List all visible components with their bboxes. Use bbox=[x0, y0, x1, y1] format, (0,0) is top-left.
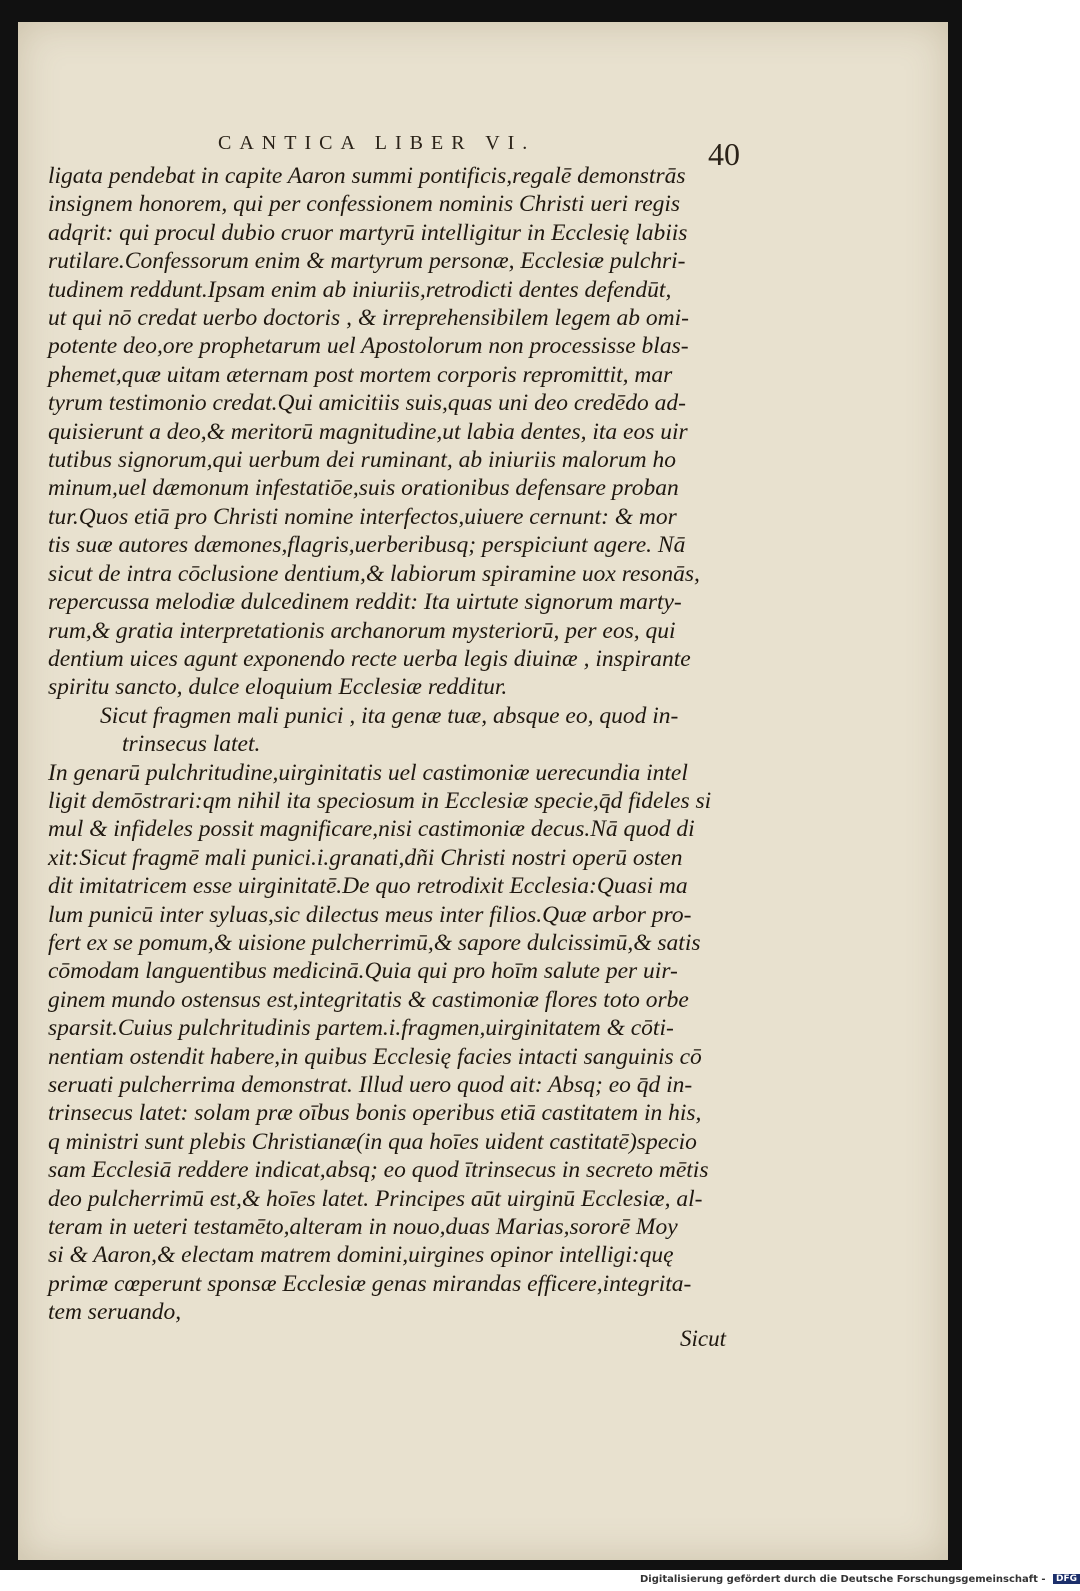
catchword: Sicut bbox=[680, 1326, 726, 1351]
text-line: tis suæ autores dæmones,flagris,uerberibusq; perspiciunt agere. Nā bbox=[48, 532, 686, 559]
text-line: xit:Sicut fragmē mali punici.i.granati,dñi Christi nostri operū osten bbox=[48, 844, 683, 871]
text-line: insignem honorem, qui per confessionem nominis Christi ueri regis bbox=[48, 191, 681, 218]
text-line: rutilare.Confessorum enim & martyrum personæ, Ecclesiæ pulchri- bbox=[48, 248, 686, 275]
text-line: seruati pulcherrima demonstrat. Illud uero quod ait: Absq; eo q̄d in- bbox=[48, 1072, 693, 1098]
text-line: cōmodam languentibus medicinā.Quia qui pro hoīm salute per uir- bbox=[48, 958, 678, 985]
text-line: dentium uices agunt exponendo recte uerba legis diuinæ , inspirante bbox=[48, 645, 691, 672]
text-line: rum,& gratia interpretationis archanorum mysteriorū, per eos, qui bbox=[48, 617, 676, 644]
text-line: phemet,quæ uitam æternam post mortem corporis repromittit, mar bbox=[48, 361, 673, 388]
funding-credit-text: Digitalisierung gefördert durch die Deutsche Forschungsgemeinschaft - bbox=[640, 1574, 1046, 1585]
text-line: dit imitatricem esse uirginitatē.De quo retrodixit Ecclesia:Quasi ma bbox=[48, 873, 688, 900]
text-line: deo pulcherrimū est,& hoīes latet. Principes aūt uirginū Ecclesiæ, al- bbox=[48, 1185, 703, 1212]
text-line: sparsit.Cuius pulchritudinis partem.i.fragmen,uirginitatem & cōti- bbox=[48, 1015, 674, 1042]
text-line: ligit demōstrari:qm nihil ita speciosum in Ecclesiæ specie,q̄d fideles si bbox=[48, 787, 712, 814]
text-line: spiritu sancto, dulce eloquium Ecclesiæ redditur. bbox=[48, 674, 508, 701]
text-line: teram in ueteri testamēto,alteram in nouo,duas Marias,sororē Moy bbox=[48, 1214, 678, 1241]
text-line: ut qui nō credat uerbo doctoris , & irreprehensibilem legem ab omi- bbox=[48, 305, 689, 332]
text-line: trinsecus latet: solam præ oībus bonis operibus etiā castitatem in his, bbox=[48, 1100, 702, 1127]
text-line: tyrum testimonio credat.Qui amicitiis suis,quas uni deo credēdo ad- bbox=[48, 390, 686, 417]
text-line: adqrit: qui procul dubio cruor martyrū intelligitur in Ecclesię labiis bbox=[48, 219, 688, 246]
text-line: quisierunt a deo,& meritorū magnitudine,ut labia dentes, ita eos uir bbox=[48, 418, 688, 445]
text-line: ligata pendebat in capite Aaron summi pontificis,regalē demonstrās bbox=[48, 163, 686, 189]
text-line: nentiam ostendit habere,in quibus Ecclesię facies intacti sanguinis cō bbox=[48, 1043, 702, 1070]
text-line: tur.Quos etiā pro Christi nomine interfectos,uiuere cernunt: & mor bbox=[48, 503, 677, 530]
text-block bbox=[48, 162, 743, 1327]
text-line: minum,uel dæmonum infestatiōe,suis orationibus defensare proban bbox=[48, 475, 679, 502]
text-line: potente deo,ore prophetarum uel Apostolorum non processisse blas- bbox=[48, 333, 689, 360]
verse-line: trinsecus latet. bbox=[122, 731, 261, 758]
text-line: mul & infideles possit magnificare,nisi castimoniæ decus.Nā quod di bbox=[48, 816, 695, 843]
text-line: sicut de intra cōclusione dentium,& labiorum spiramine uox resonās, bbox=[48, 560, 700, 587]
text-line: fert ex se pomum,& uisione pulcherrimū,& sapore dulcissimū,& satis bbox=[48, 929, 701, 956]
dfg-logo: DFG bbox=[1053, 1574, 1080, 1584]
text-line: sam Ecclesiā reddere indicat,absq; eo quod ītrinsecus in secreto mētis bbox=[48, 1157, 709, 1184]
verse-line: Sicut fragmen mali punici , ita genæ tuæ, absque eo, quod in- bbox=[100, 702, 679, 729]
funding-credit bbox=[640, 1574, 1080, 1588]
text-line: ginem mundo ostensus est,integritatis & castimoniæ flores toto orbe bbox=[48, 986, 689, 1013]
text-line: tudinem reddunt.Ipsam enim ab iniuriis,retrodicti dentes defendūt, bbox=[48, 276, 672, 303]
page-number: 40 bbox=[708, 136, 740, 172]
text-line: tem seruando, bbox=[48, 1299, 182, 1326]
text-line: In genarū pulchritudine,uirginitatis uel castimoniæ uerecundia intel bbox=[48, 759, 688, 786]
text-line: lum punicū inter syluas,sic dilectus meus inter filios.Quæ arbor pro- bbox=[48, 901, 692, 928]
text-line: repercussa melodiæ dulcedinem reddit: Ita uirtute signorum marty- bbox=[48, 589, 682, 616]
text-line: tutibus signorum,qui uerbum dei ruminant, ab iniuriis malorum ho bbox=[48, 447, 677, 474]
text-line: primæ cœperunt sponsæ Ecclesiæ genas mirandas efficere,integrita- bbox=[48, 1270, 692, 1297]
text-line: q ministri sunt plebis Christianæ(in qua hoīes uident castitatē)specio bbox=[48, 1128, 697, 1155]
running-head: CANTICA LIBER VI. bbox=[218, 132, 536, 154]
text-line: si & Aaron,& electam matrem domini,uirgines opinor intelligi:quę bbox=[48, 1242, 674, 1269]
